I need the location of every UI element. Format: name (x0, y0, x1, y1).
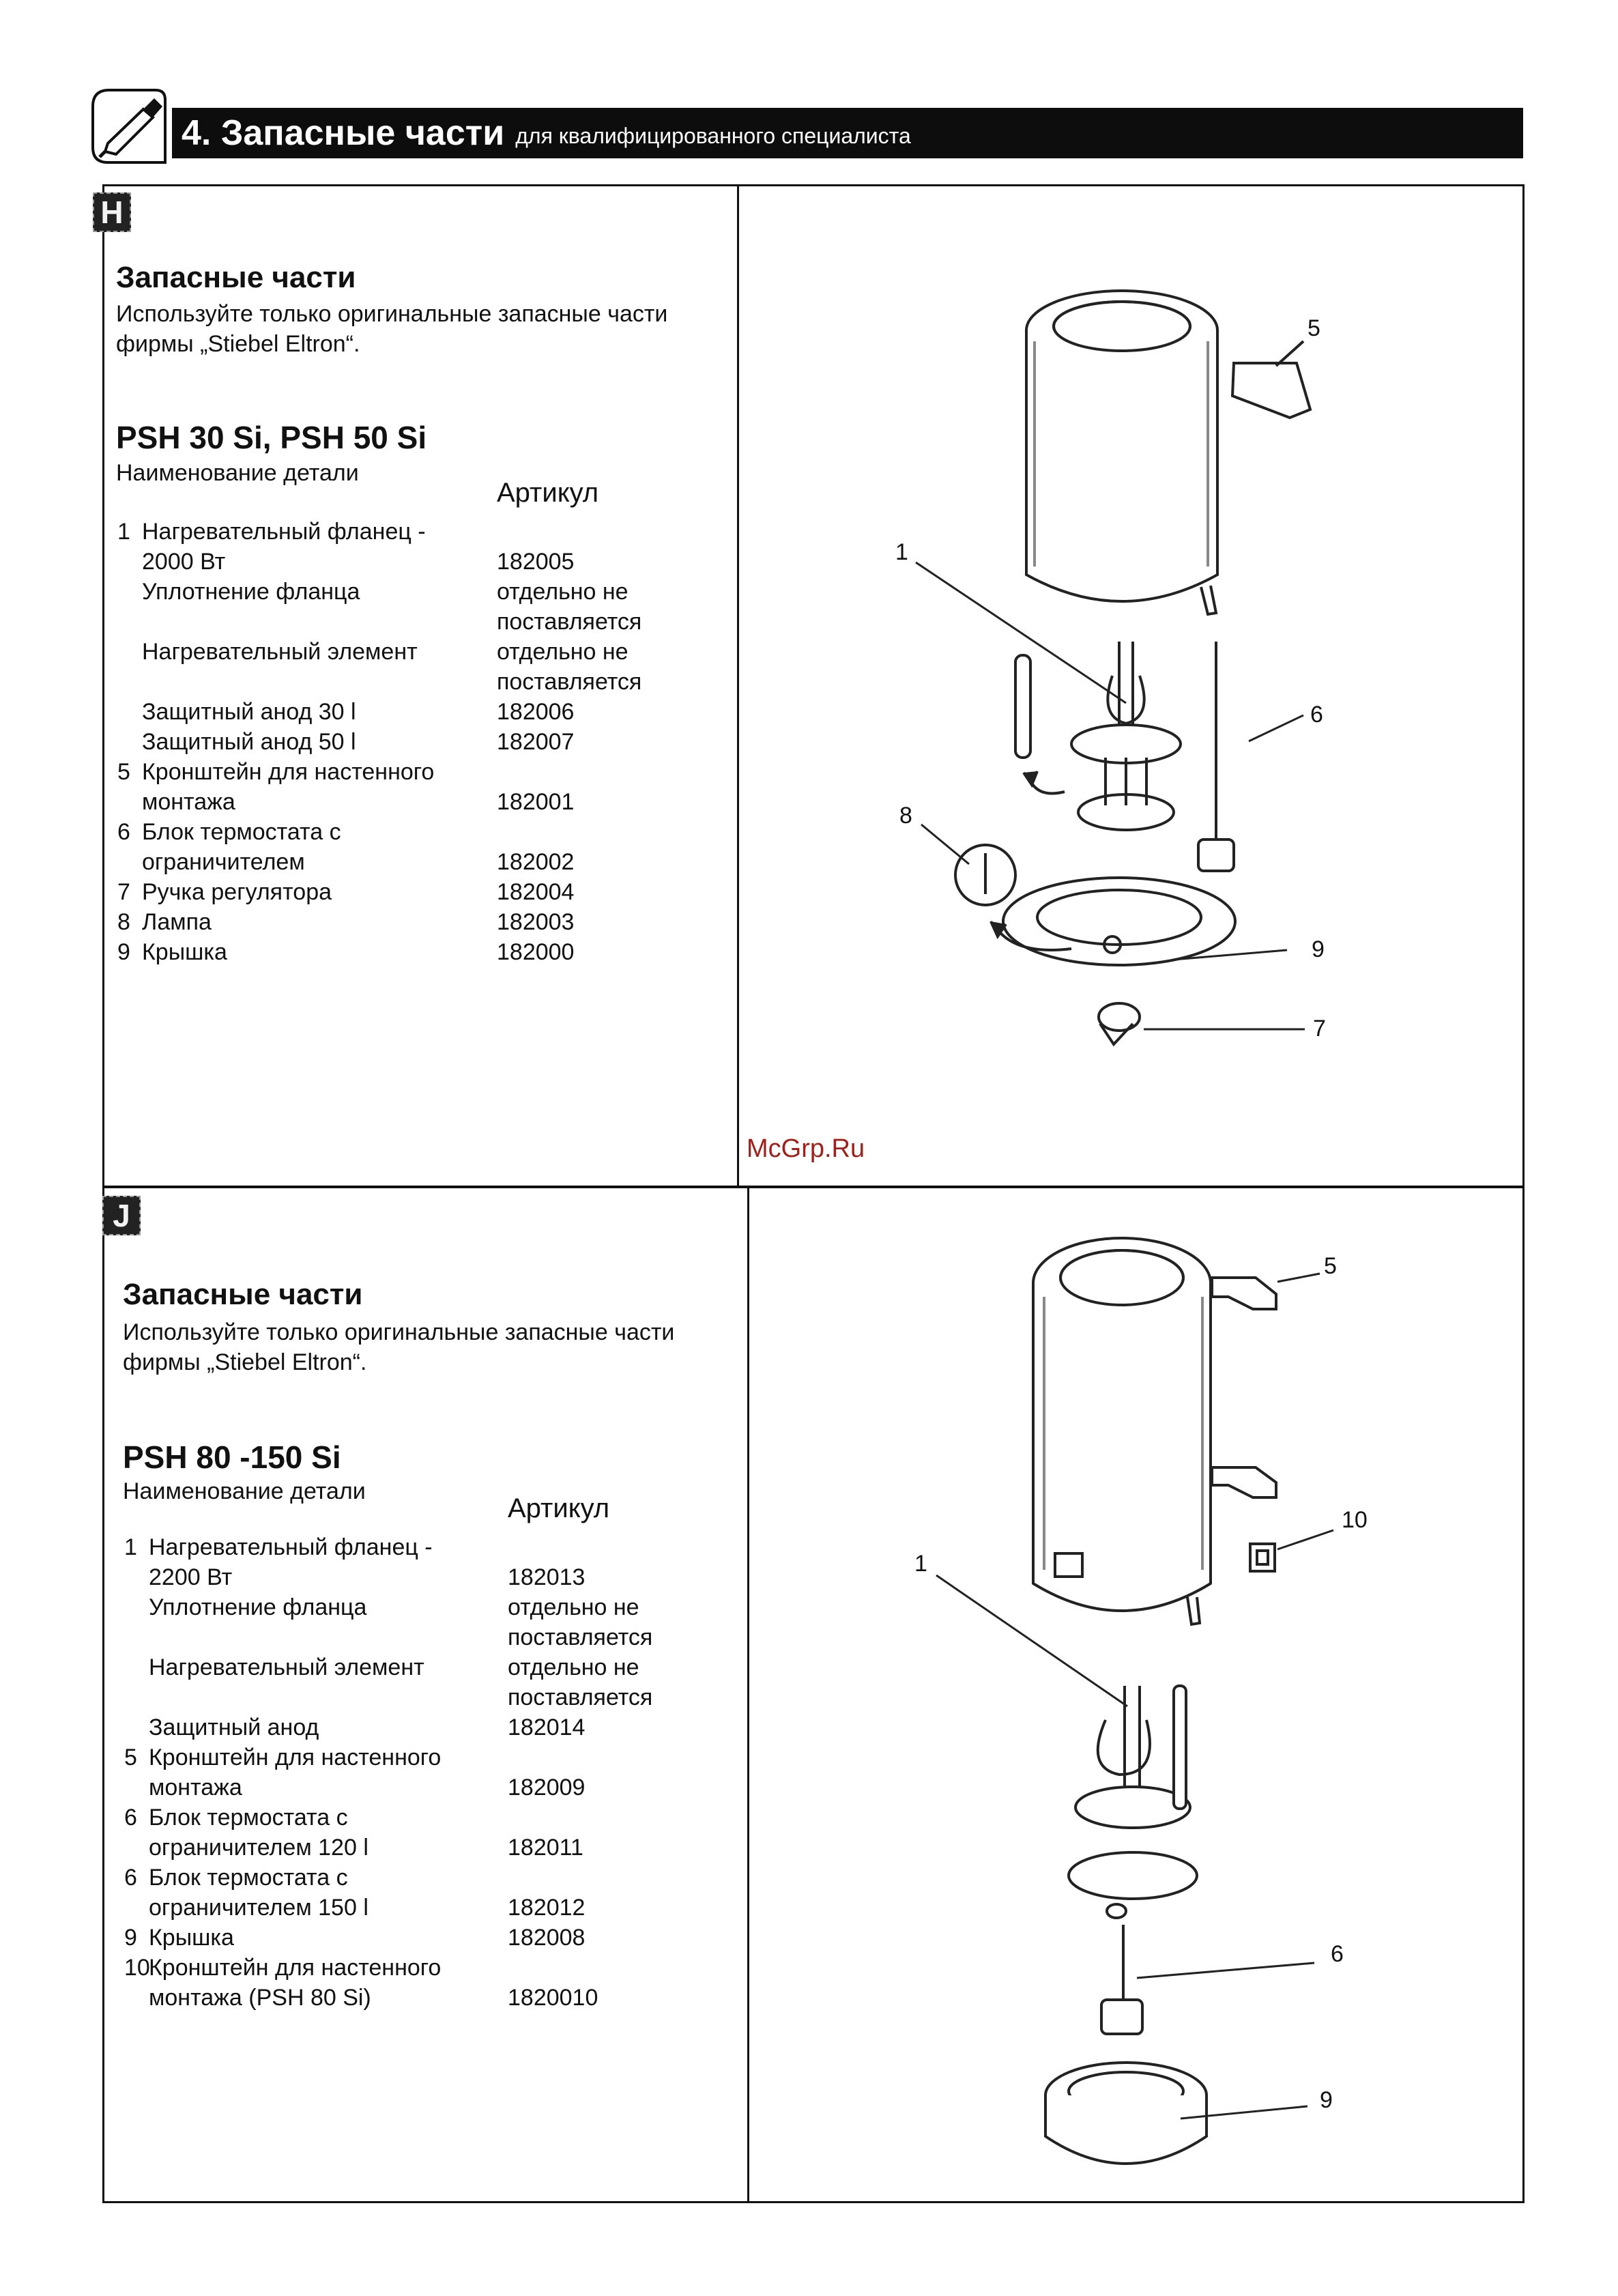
part-number: 6 (117, 819, 130, 845)
part-article: поставляется (497, 669, 642, 695)
callout-label: 1 (895, 539, 908, 565)
section-badge: J (102, 1196, 141, 1235)
article-column-header: Артикул (497, 478, 599, 508)
part-name: монтажа (149, 1775, 242, 1800)
part-number: 9 (117, 939, 130, 965)
part-name: Блок термостата с (142, 819, 341, 845)
callout-label: 5 (1324, 1253, 1337, 1279)
part-article: 182008 (508, 1925, 586, 1951)
callout-label: 5 (1308, 315, 1320, 341)
callout-label: 8 (899, 803, 912, 829)
part-number: 1 (124, 1534, 137, 1560)
callout-label: 10 (1342, 1507, 1368, 1533)
part-name: Нагревательный элемент (142, 639, 418, 665)
part-name: Защитный анод 30 l (142, 699, 356, 725)
part-name: Уплотнение фланца (149, 1594, 367, 1620)
part-number: 8 (117, 909, 130, 935)
part-article: отдельно не (508, 1594, 639, 1620)
part-article: отдельно не (497, 579, 629, 605)
part-article: 182011 (508, 1835, 583, 1861)
part-article: 182012 (508, 1895, 586, 1921)
part-article: поставляется (497, 609, 642, 635)
part-article: отдельно не (508, 1654, 639, 1680)
callout-label: 1 (914, 1551, 927, 1577)
part-name: 2200 Вт (149, 1564, 233, 1590)
part-number: 7 (117, 879, 130, 905)
section-title: Запасные части (116, 261, 356, 294)
section-title: Запасные части (123, 1278, 363, 1311)
callout-label: 9 (1320, 2087, 1333, 2113)
part-name: Кронштейн для настенного (149, 1745, 442, 1770)
name-column-header: Наименование детали (116, 460, 359, 486)
model-heading: PSH 80 -150 Si (123, 1439, 341, 1475)
callout-label: 6 (1310, 702, 1323, 728)
part-article: 182004 (497, 879, 575, 905)
part-number: 6 (124, 1865, 137, 1891)
part-article: 182001 (497, 789, 575, 815)
callout-label: 7 (1313, 1016, 1326, 1042)
part-article: 182005 (497, 549, 575, 575)
note-line: Используйте только оригинальные запасные части (116, 301, 668, 327)
part-name: Блок термостата с (149, 1805, 348, 1831)
part-name: Крышка (149, 1925, 234, 1951)
part-article: 182002 (497, 849, 575, 875)
part-article: 1820010 (508, 1985, 598, 2011)
part-name: Кронштейн для настенного (142, 759, 435, 785)
part-number: 10 (124, 1955, 150, 1981)
part-name: 2000 Вт (142, 549, 226, 575)
article-column-header: Артикул (508, 1493, 610, 1523)
part-name: монтажа (142, 789, 235, 815)
part-name: Нагревательный элемент (149, 1654, 424, 1680)
watermark: McGrp.Ru (747, 1134, 865, 1163)
part-name: Крышка (142, 939, 227, 965)
part-article: 182003 (497, 909, 575, 935)
header-subtitle: для квалифицированного специалиста (515, 123, 911, 148)
part-article: 182009 (508, 1775, 586, 1800)
part-article: 182007 (497, 729, 575, 755)
callout-label: 9 (1312, 936, 1325, 962)
part-number: 6 (124, 1805, 137, 1831)
part-number: 1 (117, 519, 130, 545)
part-name: Лампа (142, 909, 212, 935)
note-line: фирмы „Stiebel Eltron“. (116, 331, 360, 357)
part-name: Нагревательный фланец - (149, 1534, 433, 1560)
part-name: ограничителем 150 l (149, 1895, 369, 1921)
part-number: 5 (117, 759, 130, 785)
part-name: ограничителем (142, 849, 305, 875)
name-column-header: Наименование детали (123, 1478, 366, 1504)
note-line: фирмы „Stiebel Eltron“. (123, 1349, 367, 1375)
part-number: 9 (124, 1925, 137, 1951)
part-article: отдельно не (497, 639, 629, 665)
part-name: Блок термостата с (149, 1865, 348, 1891)
part-name: Уплотнение фланца (142, 579, 360, 605)
part-name: Защитный анод (149, 1714, 319, 1740)
part-name: монтажа (PSH 80 Si) (149, 1985, 371, 2011)
part-name: Кронштейн для настенного (149, 1955, 442, 1981)
model-heading: PSH 30 Si, PSH 50 Si (116, 420, 427, 455)
callout-label: 6 (1331, 1941, 1344, 1967)
part-article: 182006 (497, 699, 575, 725)
section-badge: H (93, 192, 131, 232)
part-article: поставляется (508, 1624, 653, 1650)
part-article: 182013 (508, 1564, 586, 1590)
part-name: Ручка регулятора (142, 879, 332, 905)
part-name: ограничителем 120 l (149, 1835, 369, 1861)
note-line: Используйте только оригинальные запасные части (123, 1319, 675, 1345)
part-number: 5 (124, 1745, 137, 1770)
part-article: поставляется (508, 1684, 653, 1710)
part-article: 182014 (508, 1714, 586, 1740)
part-article: 182000 (497, 939, 575, 965)
part-name: Нагревательный фланец - (142, 519, 426, 545)
part-name: Защитный анод 50 l (142, 729, 356, 755)
header-title: 4. Запасные части (182, 113, 505, 153)
